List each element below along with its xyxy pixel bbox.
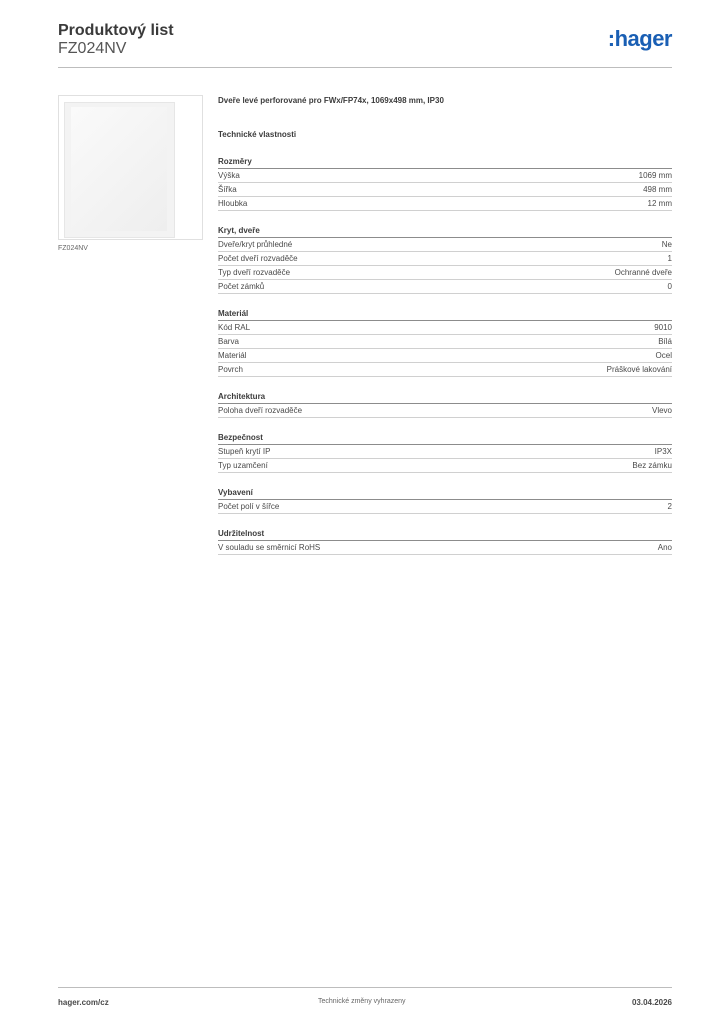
property-row <box>218 197 672 211</box>
property-value: Práškové lakování <box>606 365 672 374</box>
property-value: 12 mm <box>647 199 672 208</box>
property-sections <box>218 157 672 555</box>
property-value: 1 <box>667 254 672 263</box>
property-row <box>218 321 672 335</box>
property-row <box>218 445 672 459</box>
property-value: 1069 mm <box>638 171 672 180</box>
property-row <box>218 363 672 377</box>
property-section <box>218 529 672 555</box>
property-label: Typ uzamčení <box>218 461 268 470</box>
property-value: Bez zámku <box>632 461 672 470</box>
section-title: Rozměry <box>218 157 672 169</box>
product-image <box>58 95 203 240</box>
property-section <box>218 226 672 294</box>
door-image <box>64 102 175 238</box>
section-title: Vybavení <box>218 488 672 500</box>
section-title: Materiál <box>218 309 672 321</box>
section-title: Architektura <box>218 392 672 404</box>
property-section <box>218 392 672 418</box>
property-value: 9010 <box>654 323 672 332</box>
property-label: Poloha dveří rozvaděče <box>218 406 303 415</box>
property-label: Hloubka <box>218 199 248 208</box>
property-section <box>218 309 672 377</box>
property-label: Počet zámků <box>218 282 265 291</box>
logo-dots-icon: : <box>607 26 615 51</box>
section-title: Kryt, dveře <box>218 226 672 238</box>
property-row <box>218 349 672 363</box>
property-value: 2 <box>667 502 672 511</box>
product-image-caption: FZ024NV <box>58 245 88 252</box>
logo-text: hager <box>614 26 672 51</box>
section-title: Udržitelnost <box>218 529 672 541</box>
property-value: 0 <box>667 282 672 291</box>
property-row <box>218 459 672 473</box>
property-label: Stupeň krytí IP <box>218 447 271 456</box>
property-row <box>218 238 672 252</box>
property-section <box>218 488 672 514</box>
property-label: Materiál <box>218 351 247 360</box>
property-row <box>218 252 672 266</box>
property-value: 498 mm <box>643 185 672 194</box>
footer-notice: Technické změny vyhrazeny <box>318 998 406 1005</box>
footer-website-link[interactable]: hager.com/cz <box>58 998 109 1007</box>
property-row <box>218 183 672 197</box>
product-code: FZ024NV <box>58 40 127 57</box>
property-label: Povrch <box>218 365 243 374</box>
property-row <box>218 266 672 280</box>
property-label: Počet dveří rozvaděče <box>218 254 298 263</box>
property-label: V souladu se směrnicí RoHS <box>218 543 321 552</box>
property-value: Bílá <box>658 337 672 346</box>
footer-divider <box>58 987 672 988</box>
header-divider <box>58 67 672 68</box>
product-description: Dveře levé perforované pro FWx/FP74x, 1069x498 mm, IP30 <box>218 96 444 105</box>
section-title: Bezpečnost <box>218 433 672 445</box>
property-row <box>218 500 672 514</box>
property-label: Šířka <box>218 185 237 194</box>
property-row <box>218 404 672 418</box>
product-details <box>218 96 672 555</box>
property-value: Ano <box>657 543 672 552</box>
property-label: Kód RAL <box>218 323 251 332</box>
tech-properties-heading: Technické vlastnosti <box>218 130 297 139</box>
property-row <box>218 169 672 183</box>
property-label: Dveře/kryt průhledné <box>218 240 293 249</box>
property-row <box>218 541 672 555</box>
property-label: Barva <box>218 337 239 346</box>
property-value: Ochranné dveře <box>614 268 672 277</box>
property-value: Vlevo <box>651 406 672 415</box>
property-label: Počet polí v šířce <box>218 502 280 511</box>
property-section <box>218 433 672 473</box>
footer-date: 03.04.2026 <box>631 998 672 1007</box>
page-header <box>58 22 672 68</box>
property-value: IP3X <box>654 447 672 456</box>
property-label: Výška <box>218 171 240 180</box>
property-section <box>218 157 672 211</box>
property-label: Typ dveří rozvaděče <box>218 268 291 277</box>
property-row <box>218 335 672 349</box>
page-title: Produktový list <box>58 22 174 39</box>
hager-logo <box>608 26 672 52</box>
property-value: Ne <box>661 240 672 249</box>
property-value: Ocel <box>655 351 672 360</box>
property-row <box>218 280 672 294</box>
